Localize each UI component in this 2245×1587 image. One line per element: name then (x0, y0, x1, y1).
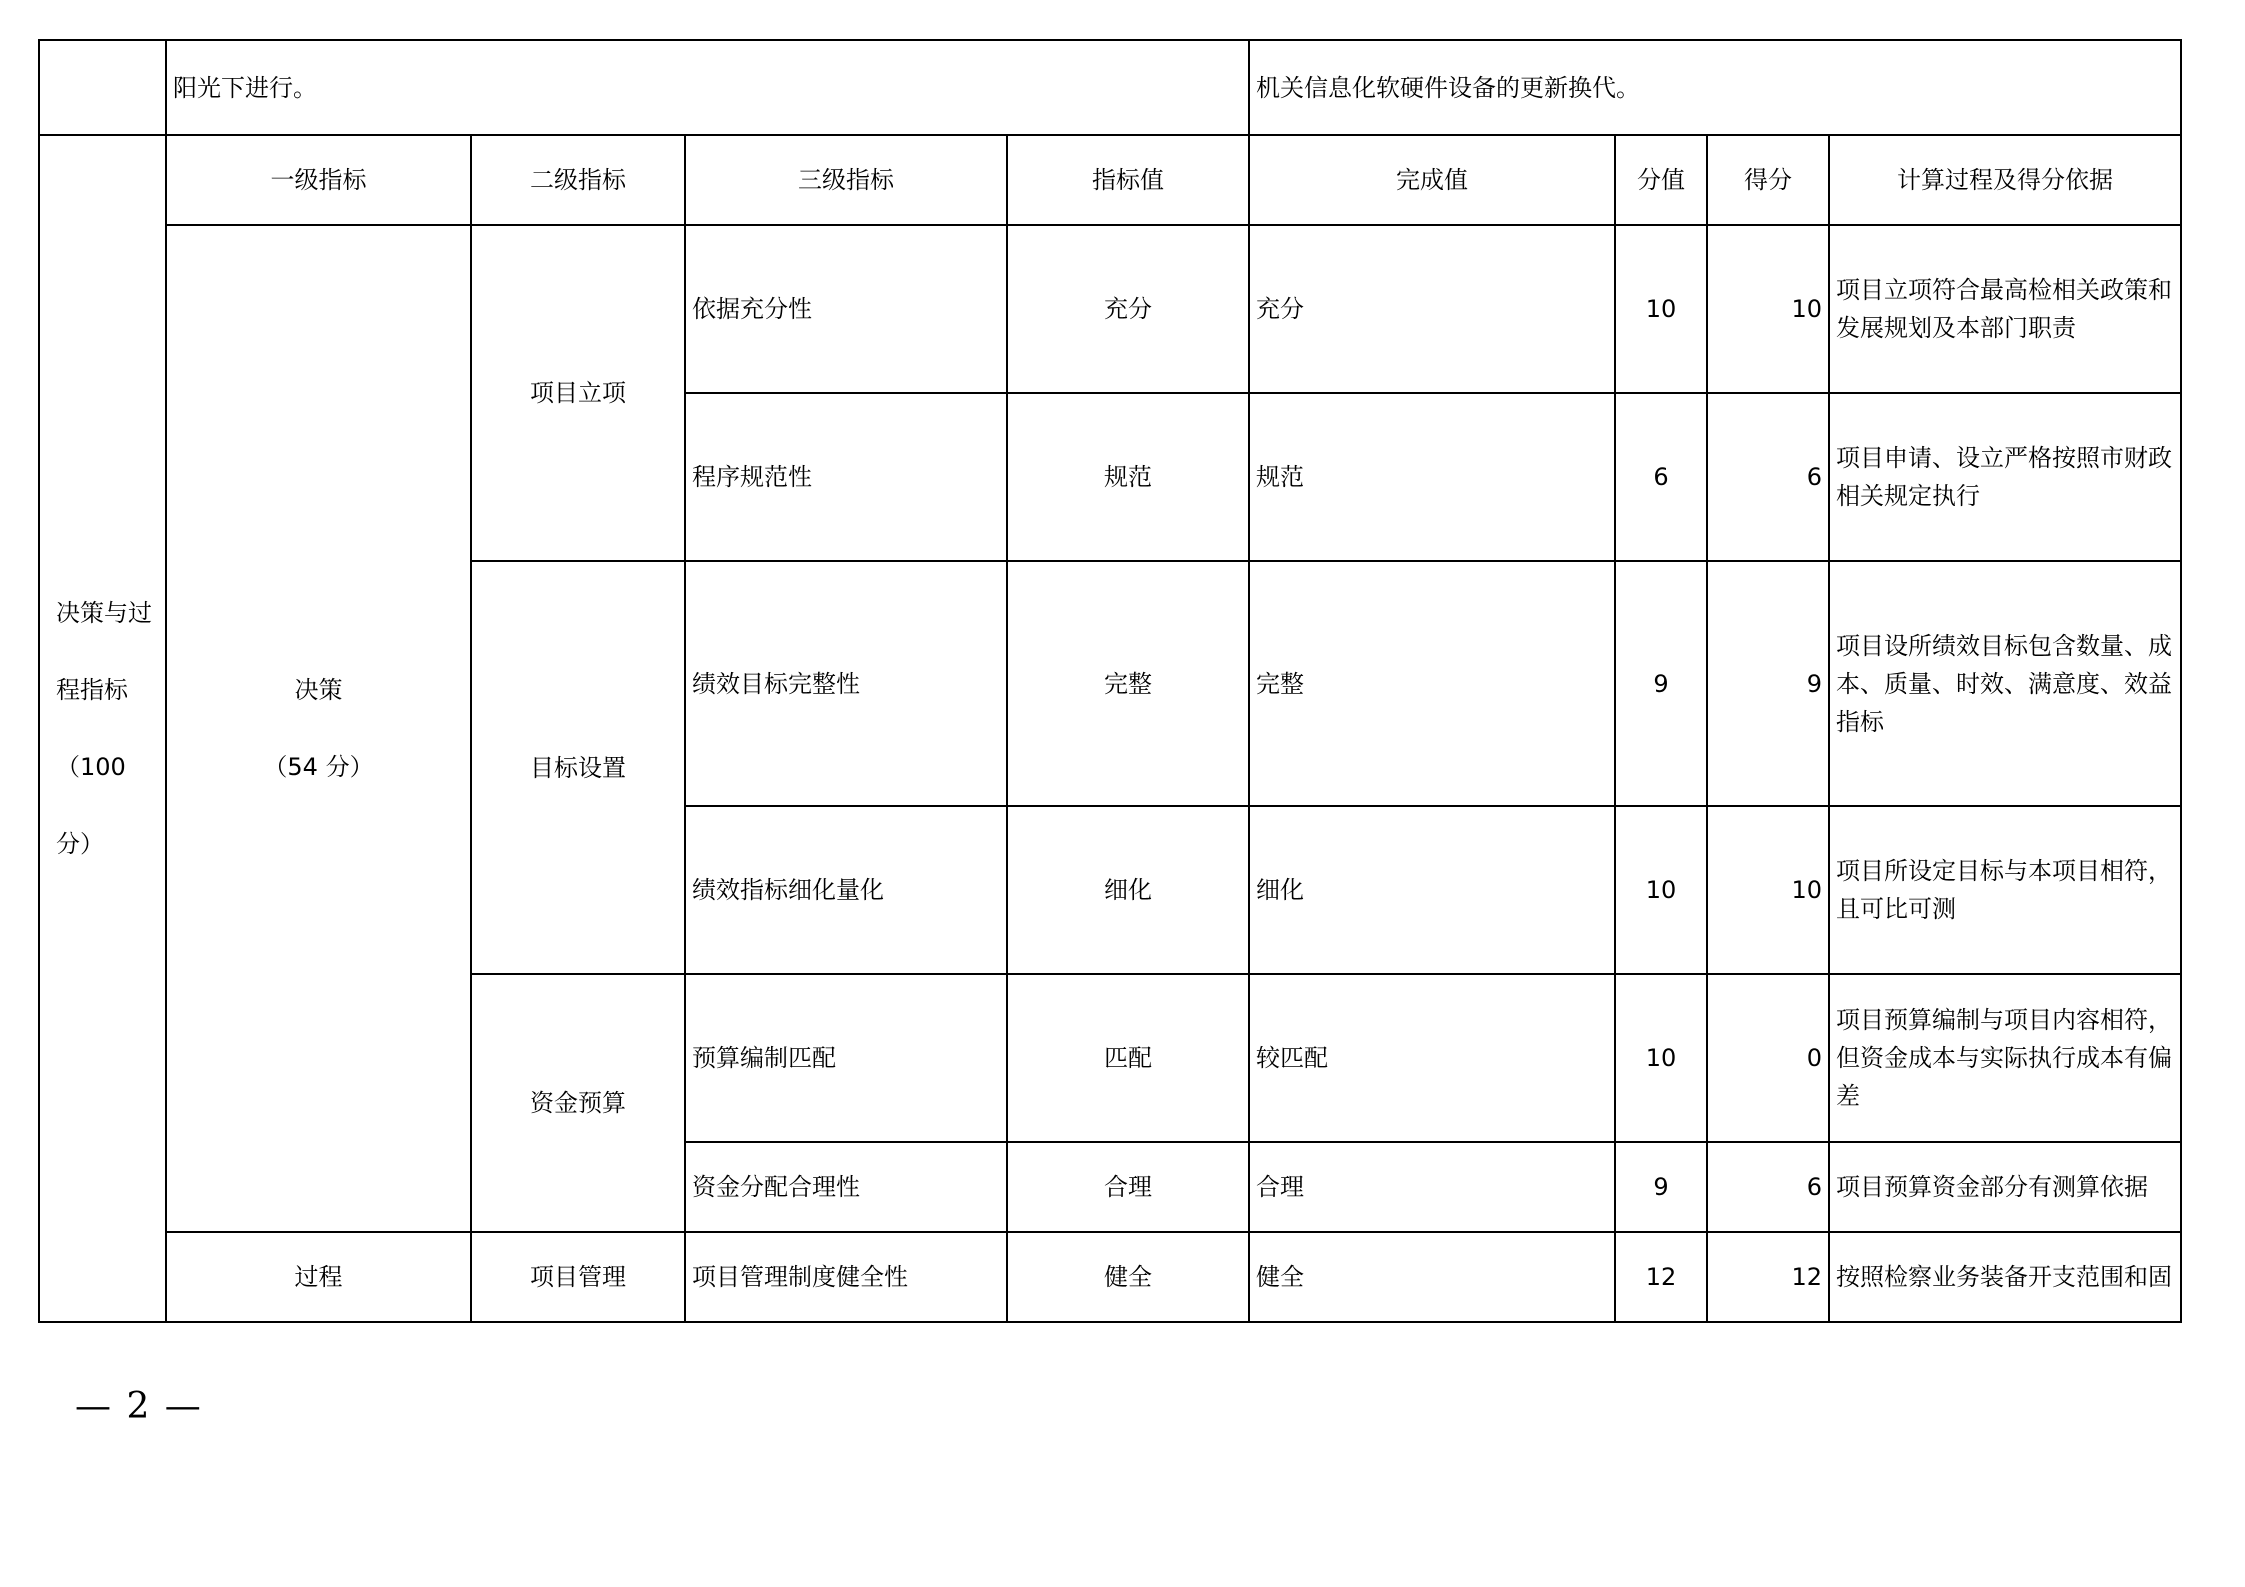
indicator-cell: 程序规范性 (685, 393, 1007, 561)
target-cell: 匹配 (1007, 974, 1249, 1142)
weight-cell: 9 (1615, 561, 1707, 806)
table-row (39, 1232, 2181, 1322)
level2-fund-budget: 资金预算 (471, 974, 685, 1232)
target-cell: 细化 (1007, 806, 1249, 974)
decision-cell (166, 225, 471, 1232)
score-cell: 9 (1707, 561, 1829, 806)
score-cell: 12 (1707, 1232, 1829, 1322)
actual-cell: 健全 (1249, 1232, 1615, 1322)
indicator-cell: 依据充分性 (685, 225, 1007, 393)
header-actual: 完成值 (1249, 135, 1615, 225)
target-cell: 健全 (1007, 1232, 1249, 1322)
category-line1: 决策与过 (56, 598, 152, 627)
score-cell: 10 (1707, 806, 1829, 974)
process-label: 过程 (166, 1232, 471, 1322)
header-level1: 一级指标 (166, 135, 471, 225)
basis-cell: 项目立项符合最高检相关政策和发展规划及本部门职责 (1829, 225, 2181, 393)
indicator-cell: 绩效目标完整性 (685, 561, 1007, 806)
level2-project-mgmt: 项目管理 (471, 1232, 685, 1322)
actual-cell: 充分 (1249, 225, 1615, 393)
weight-cell: 12 (1615, 1232, 1707, 1322)
basis-cell: 项目申请、设立严格按照市财政相关规定执行 (1829, 393, 2181, 561)
score-cell: 6 (1707, 1142, 1829, 1232)
header-row (39, 135, 2181, 225)
page-number: — 2 — (75, 1386, 203, 1427)
weight-cell: 6 (1615, 393, 1707, 561)
level2-project-setup: 项目立项 (471, 225, 685, 561)
header-weight: 分值 (1615, 135, 1707, 225)
weight-cell: 10 (1615, 974, 1707, 1142)
actual-cell: 规范 (1249, 393, 1615, 561)
weight-cell: 9 (1615, 1142, 1707, 1232)
actual-cell: 完整 (1249, 561, 1615, 806)
header-score: 得分 (1707, 135, 1829, 225)
category-line3: （100 分） (56, 752, 126, 858)
target-cell: 规范 (1007, 393, 1249, 561)
actual-cell: 合理 (1249, 1142, 1615, 1232)
indicator-cell: 绩效指标细化量化 (685, 806, 1007, 974)
header-level3: 三级指标 (685, 135, 1007, 225)
weight-cell: 10 (1615, 225, 1707, 393)
target-cell: 合理 (1007, 1142, 1249, 1232)
weight-cell: 10 (1615, 806, 1707, 974)
actual-cell: 较匹配 (1249, 974, 1615, 1142)
target-cell: 完整 (1007, 561, 1249, 806)
level2-goal-setting: 目标设置 (471, 561, 685, 974)
empty-cell (39, 40, 166, 135)
indicator-cell: 资金分配合理性 (685, 1142, 1007, 1232)
score-cell: 10 (1707, 225, 1829, 393)
score-cell: 0 (1707, 974, 1829, 1142)
top-left-text: 阳光下进行。 (166, 40, 1249, 135)
basis-cell: 项目预算资金部分有测算依据 (1829, 1142, 2181, 1232)
category-line2: 程指标 (56, 675, 128, 704)
indicator-cell: 项目管理制度健全性 (685, 1232, 1007, 1322)
target-cell: 充分 (1007, 225, 1249, 393)
table-row (39, 225, 2181, 393)
basis-cell: 项目预算编制与项目内容相符，但资金成本与实际执行成本有偏差 (1829, 974, 2181, 1142)
actual-cell: 细化 (1249, 806, 1615, 974)
basis-cell: 项目所设定目标与本项目相符，且可比可测 (1829, 806, 2181, 974)
header-basis: 计算过程及得分依据 (1829, 135, 2181, 225)
category-cell (39, 135, 166, 1322)
top-right-text: 机关信息化软硬件设备的更新换代。 (1249, 40, 2181, 135)
decision-label: 决策 (294, 675, 343, 704)
header-level2: 二级指标 (471, 135, 685, 225)
basis-cell: 按照检察业务装备开支范围和固 (1829, 1232, 2181, 1322)
indicator-cell: 预算编制匹配 (685, 974, 1007, 1142)
table-row (39, 40, 2181, 135)
decision-score: （54 分） (263, 752, 374, 781)
header-target: 指标值 (1007, 135, 1249, 225)
basis-cell: 项目设所绩效目标包含数量、成本、质量、时效、满意度、效益指标 (1829, 561, 2181, 806)
performance-evaluation-table (38, 39, 2182, 1323)
score-cell: 6 (1707, 393, 1829, 561)
